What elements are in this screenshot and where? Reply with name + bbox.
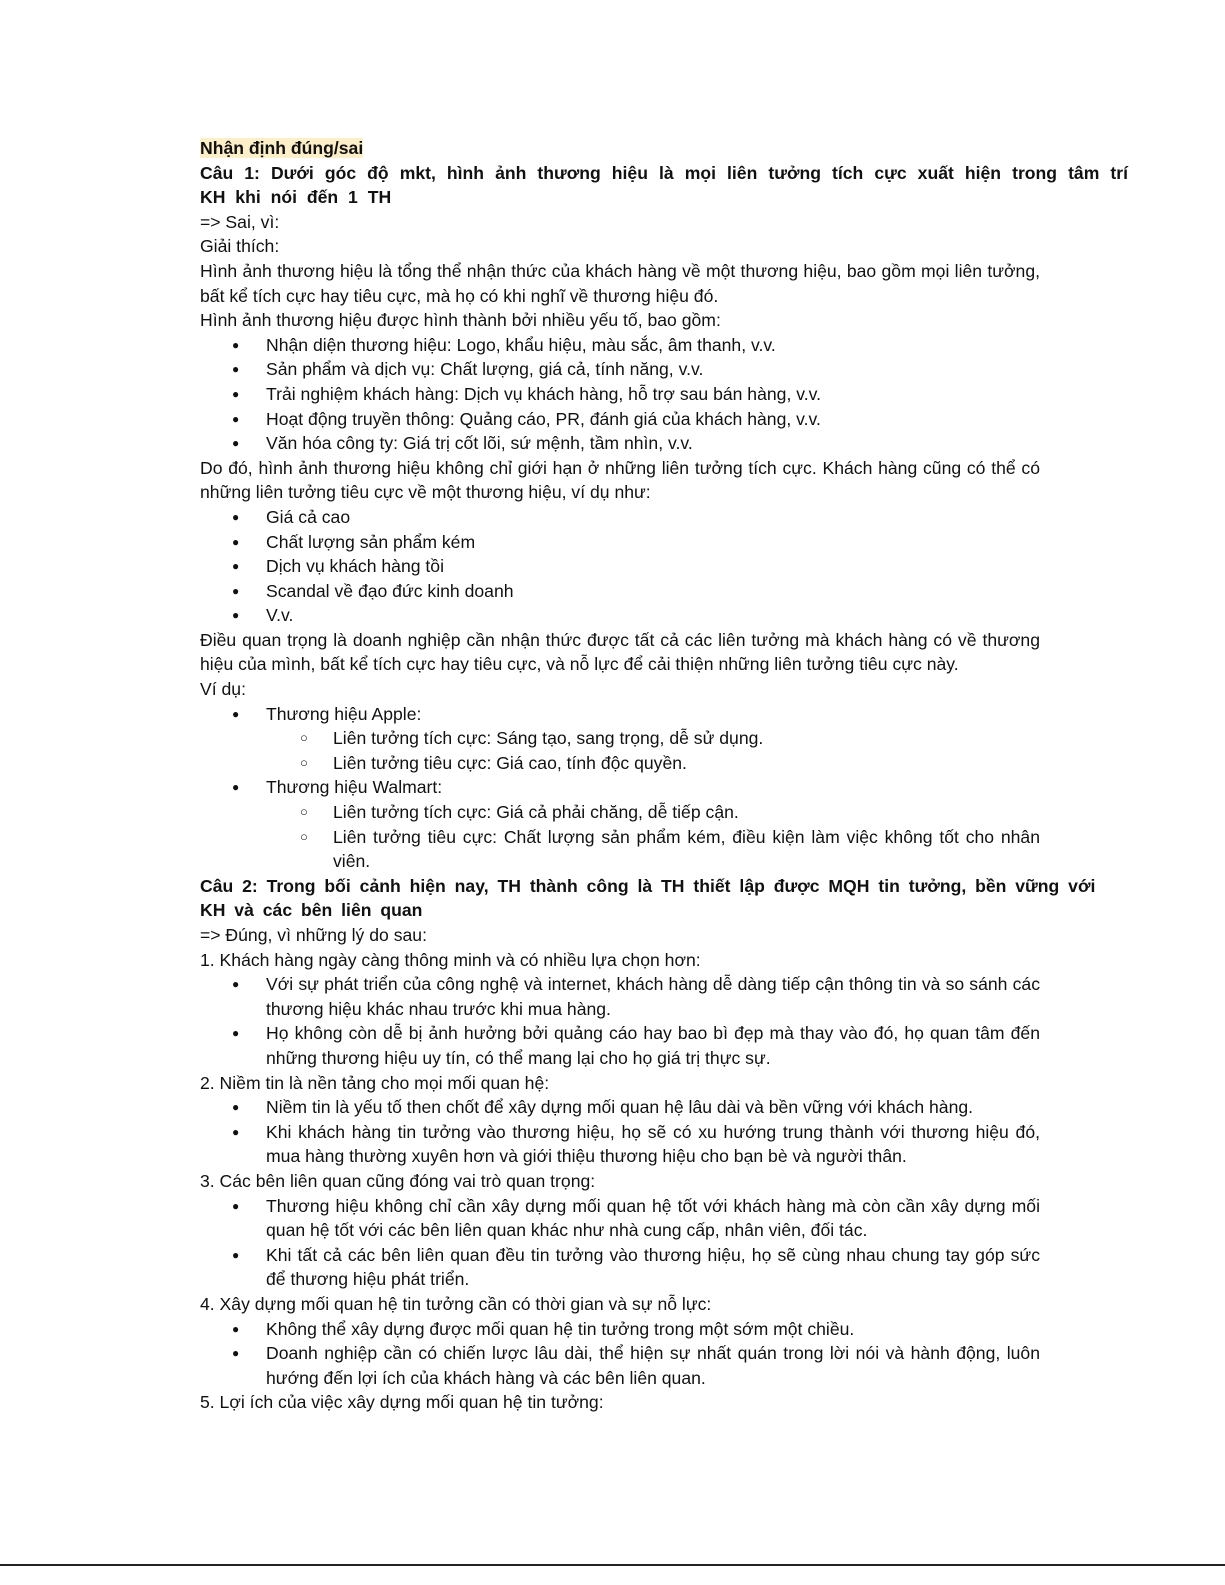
list-item: ● Không thể xây dựng được mối quan hệ tin tưởng trong một sớm một chiều. <box>200 1317 1040 1342</box>
example-brand-apple: ● Thương hiệu Apple: <box>200 702 1040 727</box>
page-bottom-divider <box>0 1564 1225 1566</box>
document-body <box>200 136 1130 1415</box>
question-2-answer: => Đúng, vì những lý do sau: <box>200 925 427 945</box>
factors-list <box>200 333 1130 456</box>
section-list <box>200 1095 1130 1169</box>
paragraph-negatives-intro: Do đó, hình ảnh thương hiệu không chỉ giới hạn ở những liên tưởng tích cực. Khách hàng cũng có thể có những liên tưởng tiêu cực về một thương hiệu, ví dụ như: <box>200 457 1040 503</box>
list-item: ○ Liên tưởng tiêu cực: Giá cao, tính độc quyền. <box>200 751 1040 776</box>
list-item: ● V.v. <box>200 603 1040 628</box>
section-list <box>200 972 1130 1070</box>
question-2-title: Câu 2: Trong bối cảnh hiện nay, TH thành công là TH thiết lập được MQH tin tưởng, bền vững với KH và các bên liên quan <box>200 875 1096 921</box>
list-item: ● Văn hóa công ty: Giá trị cốt lõi, sứ mệnh, tầm nhìn, v.v. <box>200 431 1040 456</box>
section-title: 2. Niềm tin là nền tảng cho mọi mối quan hệ: <box>200 1072 550 1093</box>
example-label: Ví dụ: <box>200 679 246 700</box>
list-item: ● Scandal về đạo đức kinh doanh <box>200 579 1040 604</box>
heading-highlight: Nhận định đúng/sai <box>200 138 364 158</box>
paragraph-conclusion: Điều quan trọng là doanh nghiệp cần nhận thức được tất cả các liên tưởng mà khách hàng có về thương hiệu của mình, bất kể tích cực hay tiêu cực, và nỗ lực để cải thiện những liên tưởng tiêu cực này. <box>200 629 1040 675</box>
list-item: ● Khi khách hàng tin tưởng vào thương hiệu, họ sẽ có xu hướng trung thành với thương hiệu đó, mua hàng thường xuyên hơn và giới thiệu thương hiệu cho bạn bè và người thân. <box>200 1120 1040 1169</box>
section-title: 1. Khách hàng ngày càng thông minh và có nhiều lựa chọn hơn: <box>200 949 701 970</box>
list-item: ● Với sự phát triển của công nghệ và internet, khách hàng dễ dàng tiếp cận thông tin và so sánh các thương hiệu khác nhau trước khi mua hàng. <box>200 972 1040 1021</box>
section-list <box>200 1317 1130 1391</box>
list-item: ○ Liên tưởng tích cực: Sáng tạo, sang trọng, dễ sử dụng. <box>200 726 1040 751</box>
paragraph-factors-intro: Hình ảnh thương hiệu được hình thành bởi nhiều yếu tố, bao gồm: <box>200 310 721 331</box>
list-item: ● Trải nghiệm khách hàng: Dịch vụ khách hàng, hỗ trợ sau bán hàng, v.v. <box>200 382 1040 407</box>
question-1-title: Câu 1: Dưới góc độ mkt, hình ảnh thương hiệu là mọi liên tưởng tích cực xuất hiện trong tâm trí KH khi nói đến 1 TH <box>200 162 1128 208</box>
section-list <box>200 1194 1130 1292</box>
list-item: ● Chất lượng sản phẩm kém <box>200 530 1040 555</box>
list-item: ● Khi tất cả các bên liên quan đều tin tưởng vào thương hiệu, họ sẽ cùng nhau chung tay góp sức để thương hiệu phát triển. <box>200 1243 1040 1292</box>
question-1-answer: => Sai, vì: <box>200 211 280 232</box>
section-title: 4. Xây dựng mối quan hệ tin tưởng cần có thời gian và sự nỗ lực: <box>200 1293 712 1314</box>
section-title: 3. Các bên liên quan cũng đóng vai trò quan trọng: <box>200 1170 596 1191</box>
list-item: ● Giá cả cao <box>200 505 1040 530</box>
list-item: ○ Liên tưởng tích cực: Giá cả phải chăng, dễ tiếp cận. <box>200 800 1040 825</box>
list-item: ● Sản phẩm và dịch vụ: Chất lượng, giá cả, tính năng, v.v. <box>200 357 1040 382</box>
list-item: ● Niềm tin là yếu tố then chốt để xây dựng mối quan hệ lâu dài và bền vững với khách hàng. <box>200 1095 1040 1120</box>
list-item: ● Nhận diện thương hiệu: Logo, khẩu hiệu, màu sắc, âm thanh, v.v. <box>200 333 1040 358</box>
page-heading <box>200 136 1130 161</box>
explain-label: Giải thích: <box>200 236 280 257</box>
list-item: ● Hoạt động truyền thông: Quảng cáo, PR, đánh giá của khách hàng, v.v. <box>200 407 1040 432</box>
list-item: ● Doanh nghiệp cần có chiến lược lâu dài, thể hiện sự nhất quán trong lời nói và hành động, luôn hướng đến lợi ích của khách hàng và các bên liên quan. <box>200 1341 1040 1390</box>
paragraph-definition: Hình ảnh thương hiệu là tổng thể nhận thức của khách hàng về một thương hiệu, bao gồm mọi liên tưởng, bất kể tích cực hay tiêu cực, mà họ có khi nghĩ về thương hiệu đó. <box>200 260 1040 306</box>
examples-list <box>200 702 1130 874</box>
list-item: ● Thương hiệu không chỉ cần xây dựng mối quan hệ tốt với khách hàng mà còn cần xây dựng mối quan hệ tốt với các bên liên quan khác như nhà cung cấp, nhân viên, đối tác. <box>200 1194 1040 1243</box>
list-item: ○ Liên tưởng tiêu cực: Chất lượng sản phẩm kém, điều kiện làm việc không tốt cho nhân viên. <box>200 825 1040 874</box>
section-title: 5. Lợi ích của việc xây dựng mối quan hệ tin tưởng: <box>200 1392 604 1413</box>
list-item: ● Họ không còn dễ bị ảnh hưởng bởi quảng cáo hay bao bì đẹp mà thay vào đó, họ quan tâm đến những thương hiệu uy tín, có thể mang lại cho họ giá trị thực sự. <box>200 1021 1040 1070</box>
example-brand-walmart: ● Thương hiệu Walmart: <box>200 775 1040 800</box>
list-item: ● Dịch vụ khách hàng tồi <box>200 554 1040 579</box>
negatives-list <box>200 505 1130 628</box>
